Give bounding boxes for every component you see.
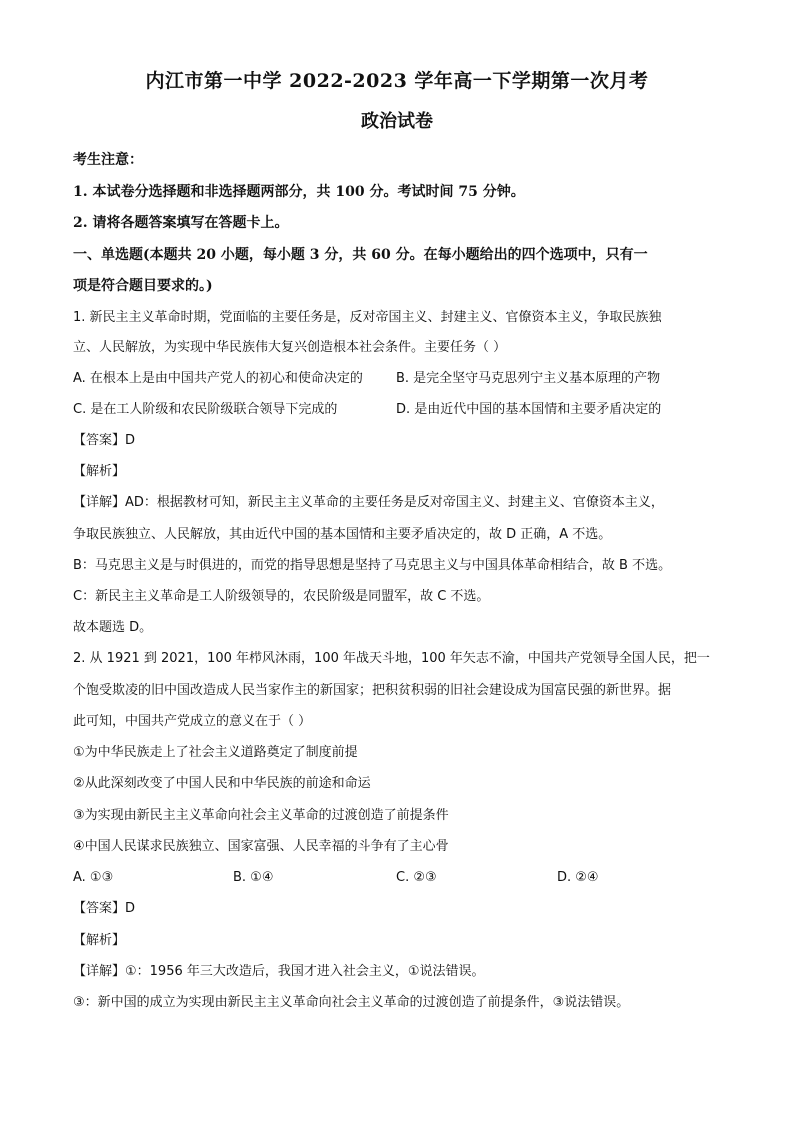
q2-detail-line-1: 【详解】①：1956 年三大改造后，我国才进入社会主义，①说法错误。 xyxy=(73,964,485,979)
q2-detail-line-2: ③：新中国的成立为实现由新民主主义革命向社会主义革命的过渡创造了前提条件，③说法错误。 xyxy=(73,995,630,1010)
section-heading-line-2: 项是符合题目要求的。) xyxy=(73,278,213,294)
q2-option-c: C. ②③ xyxy=(396,870,437,885)
q1-detail-line-3: B：马克思主义是与时俱进的，而党的指导思想是坚持了马克思主义与中国具体革命相结合，故 B 不选。 xyxy=(73,558,672,573)
q2-stem-line-1: 2. 从 1921 到 2021，100 年栉风沐雨，100 年战天斗地，100 年矢志不渝，中国共产党领导全国人民，把一 xyxy=(73,651,710,666)
q1-answer: 【答案】D xyxy=(73,433,136,448)
exam-subtitle: 政治试卷 xyxy=(361,111,433,132)
exam-title: 内江市第一中学 2022-2023 学年高一下学期第一次月考 xyxy=(145,70,649,92)
q1-stem-line-1: 1. 新民主主义革命时期，党面临的主要任务是，反对帝国主义、封建主义、官僚资本主义，争取民族独 xyxy=(73,310,662,325)
q2-answer: 【答案】D xyxy=(73,901,136,916)
q2-option-b: B. ①④ xyxy=(233,870,274,885)
notice-item-2: 2. 请将各题答案填写在答题卡上。 xyxy=(73,215,289,231)
q2-analysis-heading: 【解析】 xyxy=(73,933,126,948)
q2-statement-3: ③为实现由新民主主义革命向社会主义革命的过渡创造了前提条件 xyxy=(73,808,449,823)
q1-detail-line-1: 【详解】AD：根据教材可知，新民主主义革命的主要任务是反对帝国主义、封建主义、官僚资本主义， xyxy=(73,495,664,510)
notice-heading: 考生注意： xyxy=(73,152,143,168)
q2-stem-line-2: 个饱受欺凌的旧中国改造成人民当家作主的新国家；把积贫积弱的旧社会建设成为国富民强的新世界。据 xyxy=(73,683,672,698)
q1-stem-line-2: 立、人民解放，为实现中华民族伟大复兴创造根本社会条件。主要任务（ ） xyxy=(73,340,507,355)
q2-statement-1: ①为中华民族走上了社会主义道路奠定了制度前提 xyxy=(73,745,358,760)
notice-item-1: 1. 本试卷分选择题和非选择题两部分，共 100 分。考试时间 75 分钟。 xyxy=(73,184,525,200)
q2-option-d: D. ②④ xyxy=(557,870,599,885)
q1-option-b: B. 是完全坚守马克思列宁主义基本原理的产物 xyxy=(396,371,661,386)
q1-option-a: A. 在根本上是由中国共产党人的初心和使命决定的 xyxy=(73,371,363,386)
section-heading-line-1: 一、单选题(本题共 20 小题，每小题 3 分，共 60 分。在每小题给出的四个选项中，只有一 xyxy=(73,247,648,263)
q1-detail-line-2: 争取民族独立、人民解放，其由近代中国的基本国情和主要矛盾决定的，故 D 正确，A 不选。 xyxy=(73,527,612,542)
q2-statement-4: ④中国人民谋求民族独立、国家富强、人民幸福的斗争有了主心骨 xyxy=(73,839,449,854)
q2-stem-line-3: 此可知，中国共产党成立的意义在于（ ） xyxy=(73,714,312,729)
q1-detail-line-4: C：新民主主义革命是工人阶级领导的，农民阶级是同盟军，故 C 不选。 xyxy=(73,589,490,604)
q2-option-a: A. ①③ xyxy=(73,870,114,885)
q1-option-d: D. 是由近代中国的基本国情和主要矛盾决定的 xyxy=(396,402,662,417)
q2-statement-2: ②从此深刻改变了中国人民和中华民族的前途和命运 xyxy=(73,776,371,791)
q1-conclusion: 故本题选 D。 xyxy=(73,620,153,635)
q1-option-c: C. 是在工人阶级和农民阶级联合领导下完成的 xyxy=(73,402,338,417)
q1-analysis-heading: 【解析】 xyxy=(73,464,126,479)
